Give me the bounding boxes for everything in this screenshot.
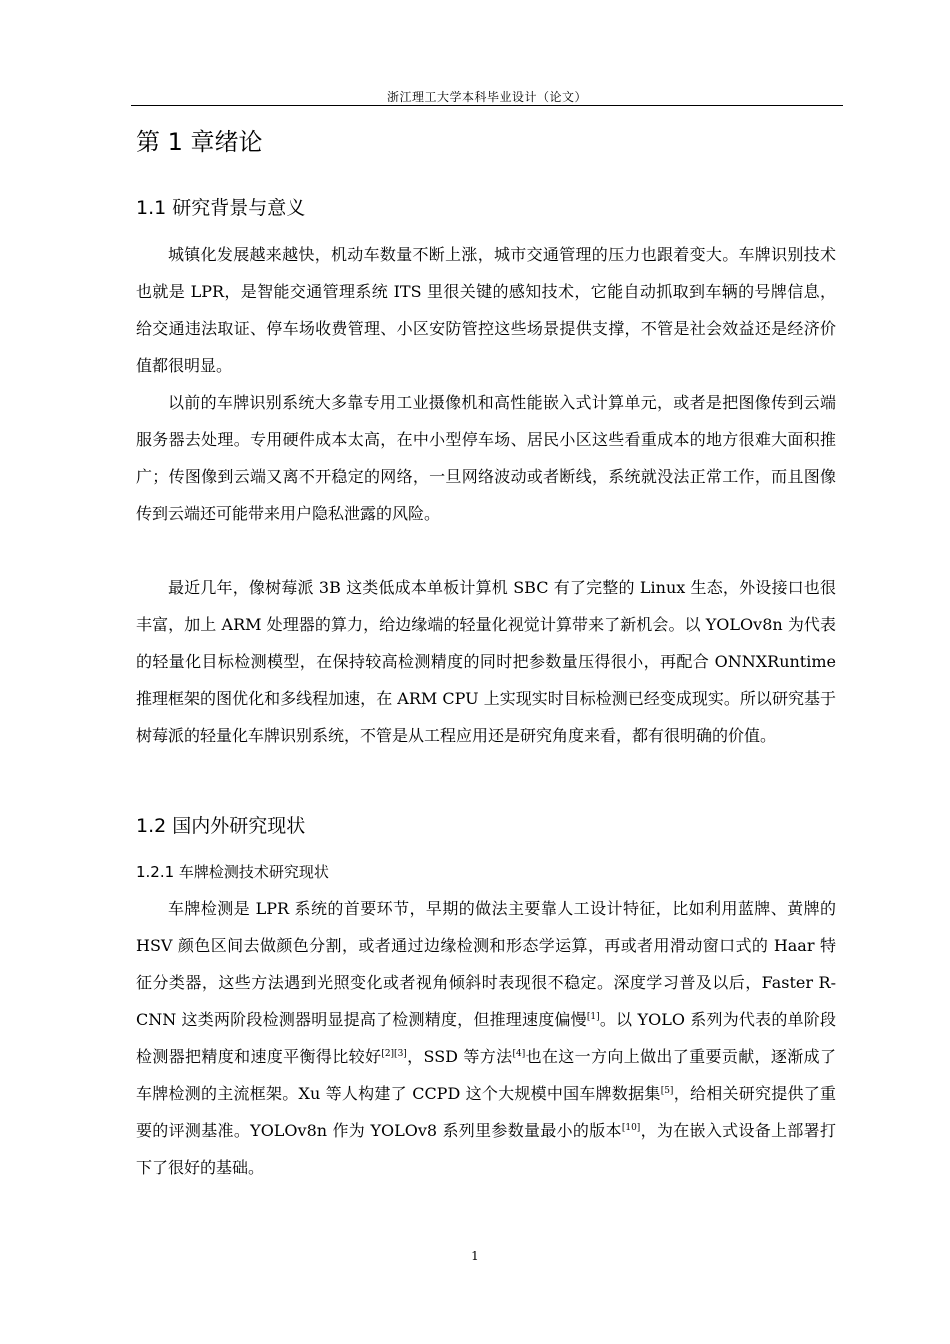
page-number: 1	[471, 1249, 479, 1263]
paragraph-4	[136, 890, 836, 1186]
paragraph-4-text-a: 车牌检测是 LPR 系统的首要环节，早期的做法主要靠人工设计特征，比如利用蓝牌、黄牌的 HSV 颜色区间去做颜色分割，或者通过边缘检测和形态学运算，再或者用滑动窗口式的 Haar 特征分类器，这些方法遇到光照变化或者视角倾斜时表现很不稳定。深度学习普及以后，Faster R-CNN 这类两阶段检测器明显提高了检测精度，但推理速度偏慢	[136, 899, 836, 1029]
citation-10: [10]	[621, 1123, 641, 1133]
paragraph-1: 城镇化发展越来越快，机动车数量不断上涨，城市交通管理的压力也跟着变大。车牌识别技术也就是 LPR，是智能交通管理系统 ITS 里很关键的感知技术，它能自动抓取到车辆的号牌信息，给交通违法取证、停车场收费管理、小区安防管控这些场景提供支撑，不管是社会效益还是经济价值都很明显。	[136, 245, 836, 375]
paragraph-4-text-e: ，给相关研究提供了重要的评测基准。YOLOv8n 作为 YOLOv8 系列里参数量最小的版本	[136, 1084, 836, 1140]
paragraph-4-text-f: ，为在嵌入式设备上部署打下了很好的基础。	[136, 1121, 836, 1177]
section-heading-1-1: 1.1 研究背景与意义	[136, 197, 306, 219]
paragraph-2: 以前的车牌识别系统大多靠专用工业摄像机和高性能嵌入式计算单元，或者是把图像传到云端服务器去处理。专用硬件成本太高，在中小型停车场、居民小区这些看重成本的地方很难大面积推广；传图像到云端又离不开稳定的网络，一旦网络波动或者断线，系统就没法正常工作，而且图像传到云端还可能带来用户隐私泄露的风险。	[136, 393, 836, 523]
paragraph-4-text-d: 也在这一方向上做出了重要贡献，逐渐成了车牌检测的主流框架。Xu 等人构建了 CCPD 这个大规模中国车牌数据集	[136, 1047, 836, 1103]
paragraph-3: 最近几年，像树莓派 3B 这类低成本单板计算机 SBC 有了完整的 Linux 生态，外设接口也很丰富，加上 ARM 处理器的算力，给边缘端的轻量化视觉计算带来了新机会。以 YOLOv8n 为代表的轻量化目标检测模型，在保持较高检测精度的同时把参数量压得很小，再配合 ONNXRuntime 推理框架的图优化和多线程加速，在 ARM CPU 上实现实时目标检测已经变成现实。所以研究基于树莓派的轻量化车牌识别系统，不管是从工程应用还是研究角度来看，都有很明确的价值。	[136, 578, 836, 745]
header-rule	[131, 105, 843, 106]
citation-1: [1]	[586, 1012, 600, 1022]
subsection-heading-1-2-1: 1.2.1 车牌检测技术研究现状	[136, 863, 329, 881]
citation-5: [5]	[660, 1086, 674, 1096]
paragraph-4-text-b: 。以 YOLO 系列为代表的单阶段检测器把精度和速度平衡得比较好	[136, 1010, 836, 1066]
citation-2-3: [2][3]	[381, 1049, 407, 1059]
section-heading-1-2: 1.2 国内外研究现状	[136, 815, 306, 837]
paragraph-4-text-c: ，SSD 等方法	[406, 1047, 513, 1066]
citation-4: [4]	[512, 1049, 526, 1059]
page-header: 浙江理工大学本科毕业设计（论文）	[386, 90, 587, 104]
chapter-title: 第 1 章绪论	[136, 128, 263, 156]
